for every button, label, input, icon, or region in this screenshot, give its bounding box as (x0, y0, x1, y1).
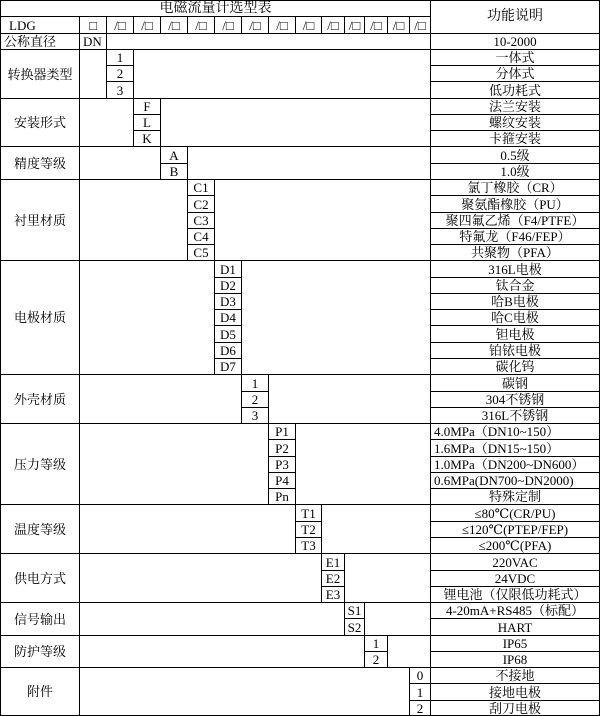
option-code: S1 (344, 602, 365, 619)
category-label: 供电方式 (0, 553, 80, 603)
model-slot-cell-2: /□ (133, 16, 161, 34)
option-description: 316L电极 (430, 260, 600, 278)
option-description: 4-20mA+RS485（标配） (430, 602, 600, 619)
option-code: E1 (321, 553, 345, 571)
option-description: HART (430, 618, 600, 636)
option-code: L (133, 114, 161, 131)
option-description: 不接地 (430, 667, 600, 684)
model-first-slot-cell: □ (79, 16, 107, 34)
option-description: 聚氨酯橡胶（PU） (430, 195, 600, 213)
option-code: E3 (321, 586, 345, 603)
option-code: C3 (187, 212, 215, 229)
option-description: 刮刀电极 (430, 700, 600, 716)
empty-cell (295, 423, 431, 505)
option-description: 0.6MPa(DN700~DN2000) (430, 472, 600, 489)
option-code: D4 (214, 309, 242, 326)
option-description: IP68 (430, 651, 600, 668)
option-code: 2 (409, 700, 431, 716)
option-code: D2 (214, 277, 242, 294)
option-code: C2 (187, 195, 215, 213)
option-description: 220VAC (430, 553, 600, 571)
empty-cell (387, 635, 431, 668)
empty-cell (79, 635, 365, 668)
empty-cell (268, 374, 431, 424)
model-slot-cell-13: /□ (409, 16, 431, 34)
option-code: Pn (268, 488, 296, 505)
function-column-header: 功能说明 (430, 0, 600, 34)
option-description: 钽电极 (430, 325, 600, 343)
empty-cell (79, 553, 322, 603)
empty-cell (364, 602, 431, 636)
category-label: 附件 (0, 667, 80, 716)
empty-cell (79, 98, 134, 147)
empty-cell (79, 49, 107, 99)
option-code: P2 (268, 439, 296, 457)
option-code: T3 (295, 537, 322, 554)
option-code: 0 (409, 667, 431, 684)
option-code: D7 (214, 358, 242, 375)
option-code: 1 (106, 49, 134, 66)
option-code: 1 (409, 683, 431, 701)
model-slot-cell-9: /□ (321, 16, 345, 34)
option-description: 聚四氟乙烯（F4/PTFE） (430, 212, 600, 229)
option-description: 接地电极 (430, 683, 600, 701)
option-description: 316L不锈钢 (430, 407, 600, 424)
option-code: S2 (344, 618, 365, 636)
empty-cell (160, 98, 431, 147)
empty-cell (79, 423, 269, 505)
empty-cell (321, 504, 431, 554)
model-slot-cell-3: /□ (160, 16, 188, 34)
option-description: 特殊定制 (430, 488, 600, 505)
category-label: 信号输出 (0, 602, 80, 636)
option-description: 特氟龙（F46/FEP） (430, 228, 600, 245)
category-label: 精度等级 (0, 146, 80, 180)
empty-cell (344, 553, 431, 603)
option-code: D5 (214, 325, 242, 343)
option-code: D3 (214, 293, 242, 310)
option-code: DN (79, 33, 107, 50)
empty-cell (79, 179, 188, 261)
option-description: 一体式 (430, 49, 600, 66)
option-description: 钛合金 (430, 277, 600, 294)
category-label: 电极材质 (0, 260, 80, 375)
option-code: P3 (268, 456, 296, 473)
model-slot-cell-6: /□ (241, 16, 269, 34)
option-code: P4 (268, 472, 296, 489)
option-code: 2 (241, 391, 269, 408)
empty-cell (133, 49, 431, 99)
model-slot-cell-7: /□ (268, 16, 296, 34)
option-description: 304不锈钢 (430, 391, 600, 408)
option-description: 10-2000 (430, 33, 600, 50)
option-description: 共聚物（PFA） (430, 244, 600, 261)
category-label: 衬里材质 (0, 179, 80, 261)
option-description: 分体式 (430, 65, 600, 82)
category-label: 温度等级 (0, 504, 80, 554)
empty-cell (79, 602, 345, 636)
category-label: 转换器类型 (0, 49, 80, 99)
option-code: C5 (187, 244, 215, 261)
option-code: C1 (187, 179, 215, 196)
option-code: B (160, 163, 188, 180)
option-description: 螺纹安装 (430, 114, 600, 131)
option-code: 2 (106, 65, 134, 82)
category-label: 防护等级 (0, 635, 80, 668)
option-code: T2 (295, 521, 322, 538)
model-slot-cell-8: /□ (295, 16, 322, 34)
option-code: C4 (187, 228, 215, 245)
option-description: 0.5级 (430, 146, 600, 164)
option-description: 氯丁橡胶（CR） (430, 179, 600, 196)
option-description: 1.0MPa（DN200~DN600） (430, 456, 600, 473)
option-code: A (160, 146, 188, 164)
option-description: ≤80℃(CR/PU) (430, 504, 600, 522)
option-code: K (133, 130, 161, 147)
option-description: IP65 (430, 635, 600, 652)
option-description: 1.6MPa（DN15~150） (430, 439, 600, 457)
model-slot-cell-11: /□ (364, 16, 388, 34)
empty-cell (187, 146, 431, 180)
option-description: 低功耗式 (430, 81, 600, 99)
category-label: 安装形式 (0, 98, 80, 147)
option-description: ≤120℃(PTEP/FEP) (430, 521, 600, 538)
option-code: E2 (321, 570, 345, 587)
model-slot-cell-5: /□ (214, 16, 242, 34)
category-label: 外壳材质 (0, 374, 80, 424)
option-description: 锂电池（仅限低功耗式） (430, 586, 600, 603)
option-description: 哈B电极 (430, 293, 600, 310)
option-description: 碳钢 (430, 374, 600, 392)
option-code: D6 (214, 342, 242, 359)
option-description: 碳化钨 (430, 358, 600, 375)
option-description: 4.0MPa（DN10~150） (430, 423, 600, 440)
option-code: F (133, 98, 161, 115)
empty-cell (214, 179, 431, 261)
option-code: 3 (106, 81, 134, 99)
option-description: ≤200℃(PFA) (430, 537, 600, 554)
option-description: 哈C电极 (430, 309, 600, 326)
empty-cell (79, 504, 296, 554)
option-code: 1 (241, 374, 269, 392)
option-description: 1.0级 (430, 163, 600, 180)
empty-cell (79, 667, 410, 716)
option-code: P1 (268, 423, 296, 440)
model-slot-cell-4: /□ (187, 16, 215, 34)
table-title: 电磁流量计选型表 (0, 0, 431, 17)
category-label: 公称直径 (0, 33, 80, 50)
empty-cell (79, 146, 161, 180)
option-description: 卡箍安装 (430, 130, 600, 147)
category-label: 压力等级 (0, 423, 80, 505)
empty-cell (241, 260, 431, 375)
option-description: 法兰安装 (430, 98, 600, 115)
empty-cell (106, 33, 431, 50)
option-description: 铂铱电极 (430, 342, 600, 359)
option-code: T1 (295, 504, 322, 522)
option-code: 1 (364, 635, 388, 652)
model-prefix-cell: LDG (0, 16, 80, 34)
option-code: 2 (364, 651, 388, 668)
model-slot-cell-10: /□ (344, 16, 365, 34)
option-code: 3 (241, 407, 269, 424)
empty-cell (79, 260, 215, 375)
option-code: D1 (214, 260, 242, 278)
model-slot-cell-1: /□ (106, 16, 134, 34)
option-description: 24VDC (430, 570, 600, 587)
empty-cell (79, 374, 242, 424)
model-slot-cell-12: /□ (387, 16, 410, 34)
